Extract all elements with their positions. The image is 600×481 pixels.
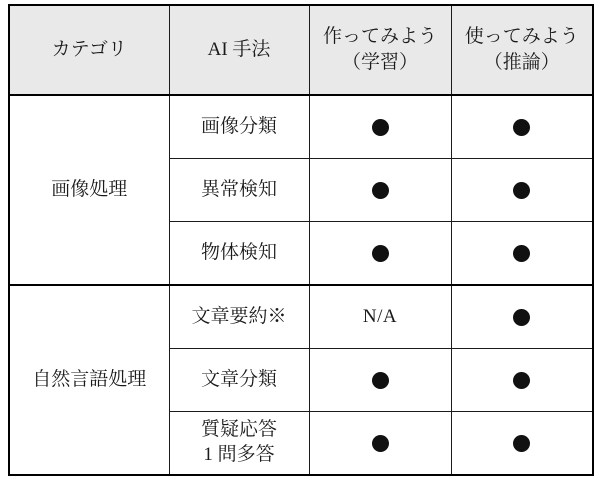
method-cell — [169, 222, 309, 286]
method-label — [170, 178, 309, 203]
training-cell: N/A — [309, 285, 451, 349]
header-method-label: AI 手法 — [207, 39, 271, 61]
method-label-line1: 物体検知 — [200, 241, 277, 263]
training-cell — [309, 222, 451, 286]
filled-circle-icon — [372, 119, 389, 136]
method-cell — [169, 285, 309, 349]
method-label — [170, 368, 309, 393]
table-row — [9, 95, 593, 159]
filled-circle-icon — [513, 435, 530, 452]
header-inference-line2: （推論） — [483, 52, 560, 73]
method-cell — [169, 95, 309, 159]
filled-circle-icon — [513, 245, 530, 262]
method-label-line1: 質疑応答 — [200, 419, 277, 441]
training-cell — [309, 349, 451, 412]
header-inference — [451, 5, 593, 95]
method-label — [170, 241, 309, 266]
table-header-row — [9, 5, 593, 95]
training-cell — [309, 159, 451, 222]
header-training — [309, 5, 451, 95]
method-label — [170, 418, 309, 467]
filled-circle-icon — [372, 372, 389, 389]
document-page — [0, 4, 600, 481]
inference-cell — [451, 159, 593, 222]
header-method — [169, 5, 309, 95]
method-label-line1: 文章分類 — [200, 368, 277, 390]
table-body — [9, 95, 593, 475]
method-label-line1: 文章要約※ — [191, 305, 287, 327]
method-label — [170, 115, 309, 140]
method-cell — [169, 159, 309, 222]
inference-cell — [451, 412, 593, 476]
method-label-line1: 画像分類 — [200, 115, 277, 137]
filled-circle-icon — [513, 119, 530, 136]
filled-circle-icon — [513, 182, 530, 199]
filled-circle-icon — [372, 435, 389, 452]
header-category — [9, 5, 169, 95]
training-cell — [309, 412, 451, 476]
filled-circle-icon — [513, 309, 530, 326]
category-cell-image: 画像処理 — [9, 95, 169, 285]
method-cell — [169, 412, 309, 476]
header-category-label: カテゴリ — [51, 39, 127, 61]
filled-circle-icon — [372, 245, 389, 262]
inference-cell — [451, 95, 593, 159]
table-row — [9, 285, 593, 349]
inference-cell — [451, 222, 593, 286]
method-cell — [169, 349, 309, 412]
method-label — [170, 305, 309, 330]
header-inference-line1: 使ってみよう — [464, 26, 579, 48]
header-training-line1: 作ってみよう — [322, 26, 437, 48]
training-cell — [309, 95, 451, 159]
header-training-line2: （学習） — [341, 52, 418, 73]
inference-cell — [451, 285, 593, 349]
filled-circle-icon — [513, 372, 530, 389]
capability-matrix-table — [8, 4, 594, 476]
category-cell-nlp: 自然言語処理 — [9, 285, 169, 475]
method-label-line1: 異常検知 — [200, 178, 277, 200]
method-label-line2: 1 問多答 — [203, 444, 275, 465]
filled-circle-icon — [372, 182, 389, 199]
inference-cell — [451, 349, 593, 412]
table-header — [9, 5, 593, 95]
